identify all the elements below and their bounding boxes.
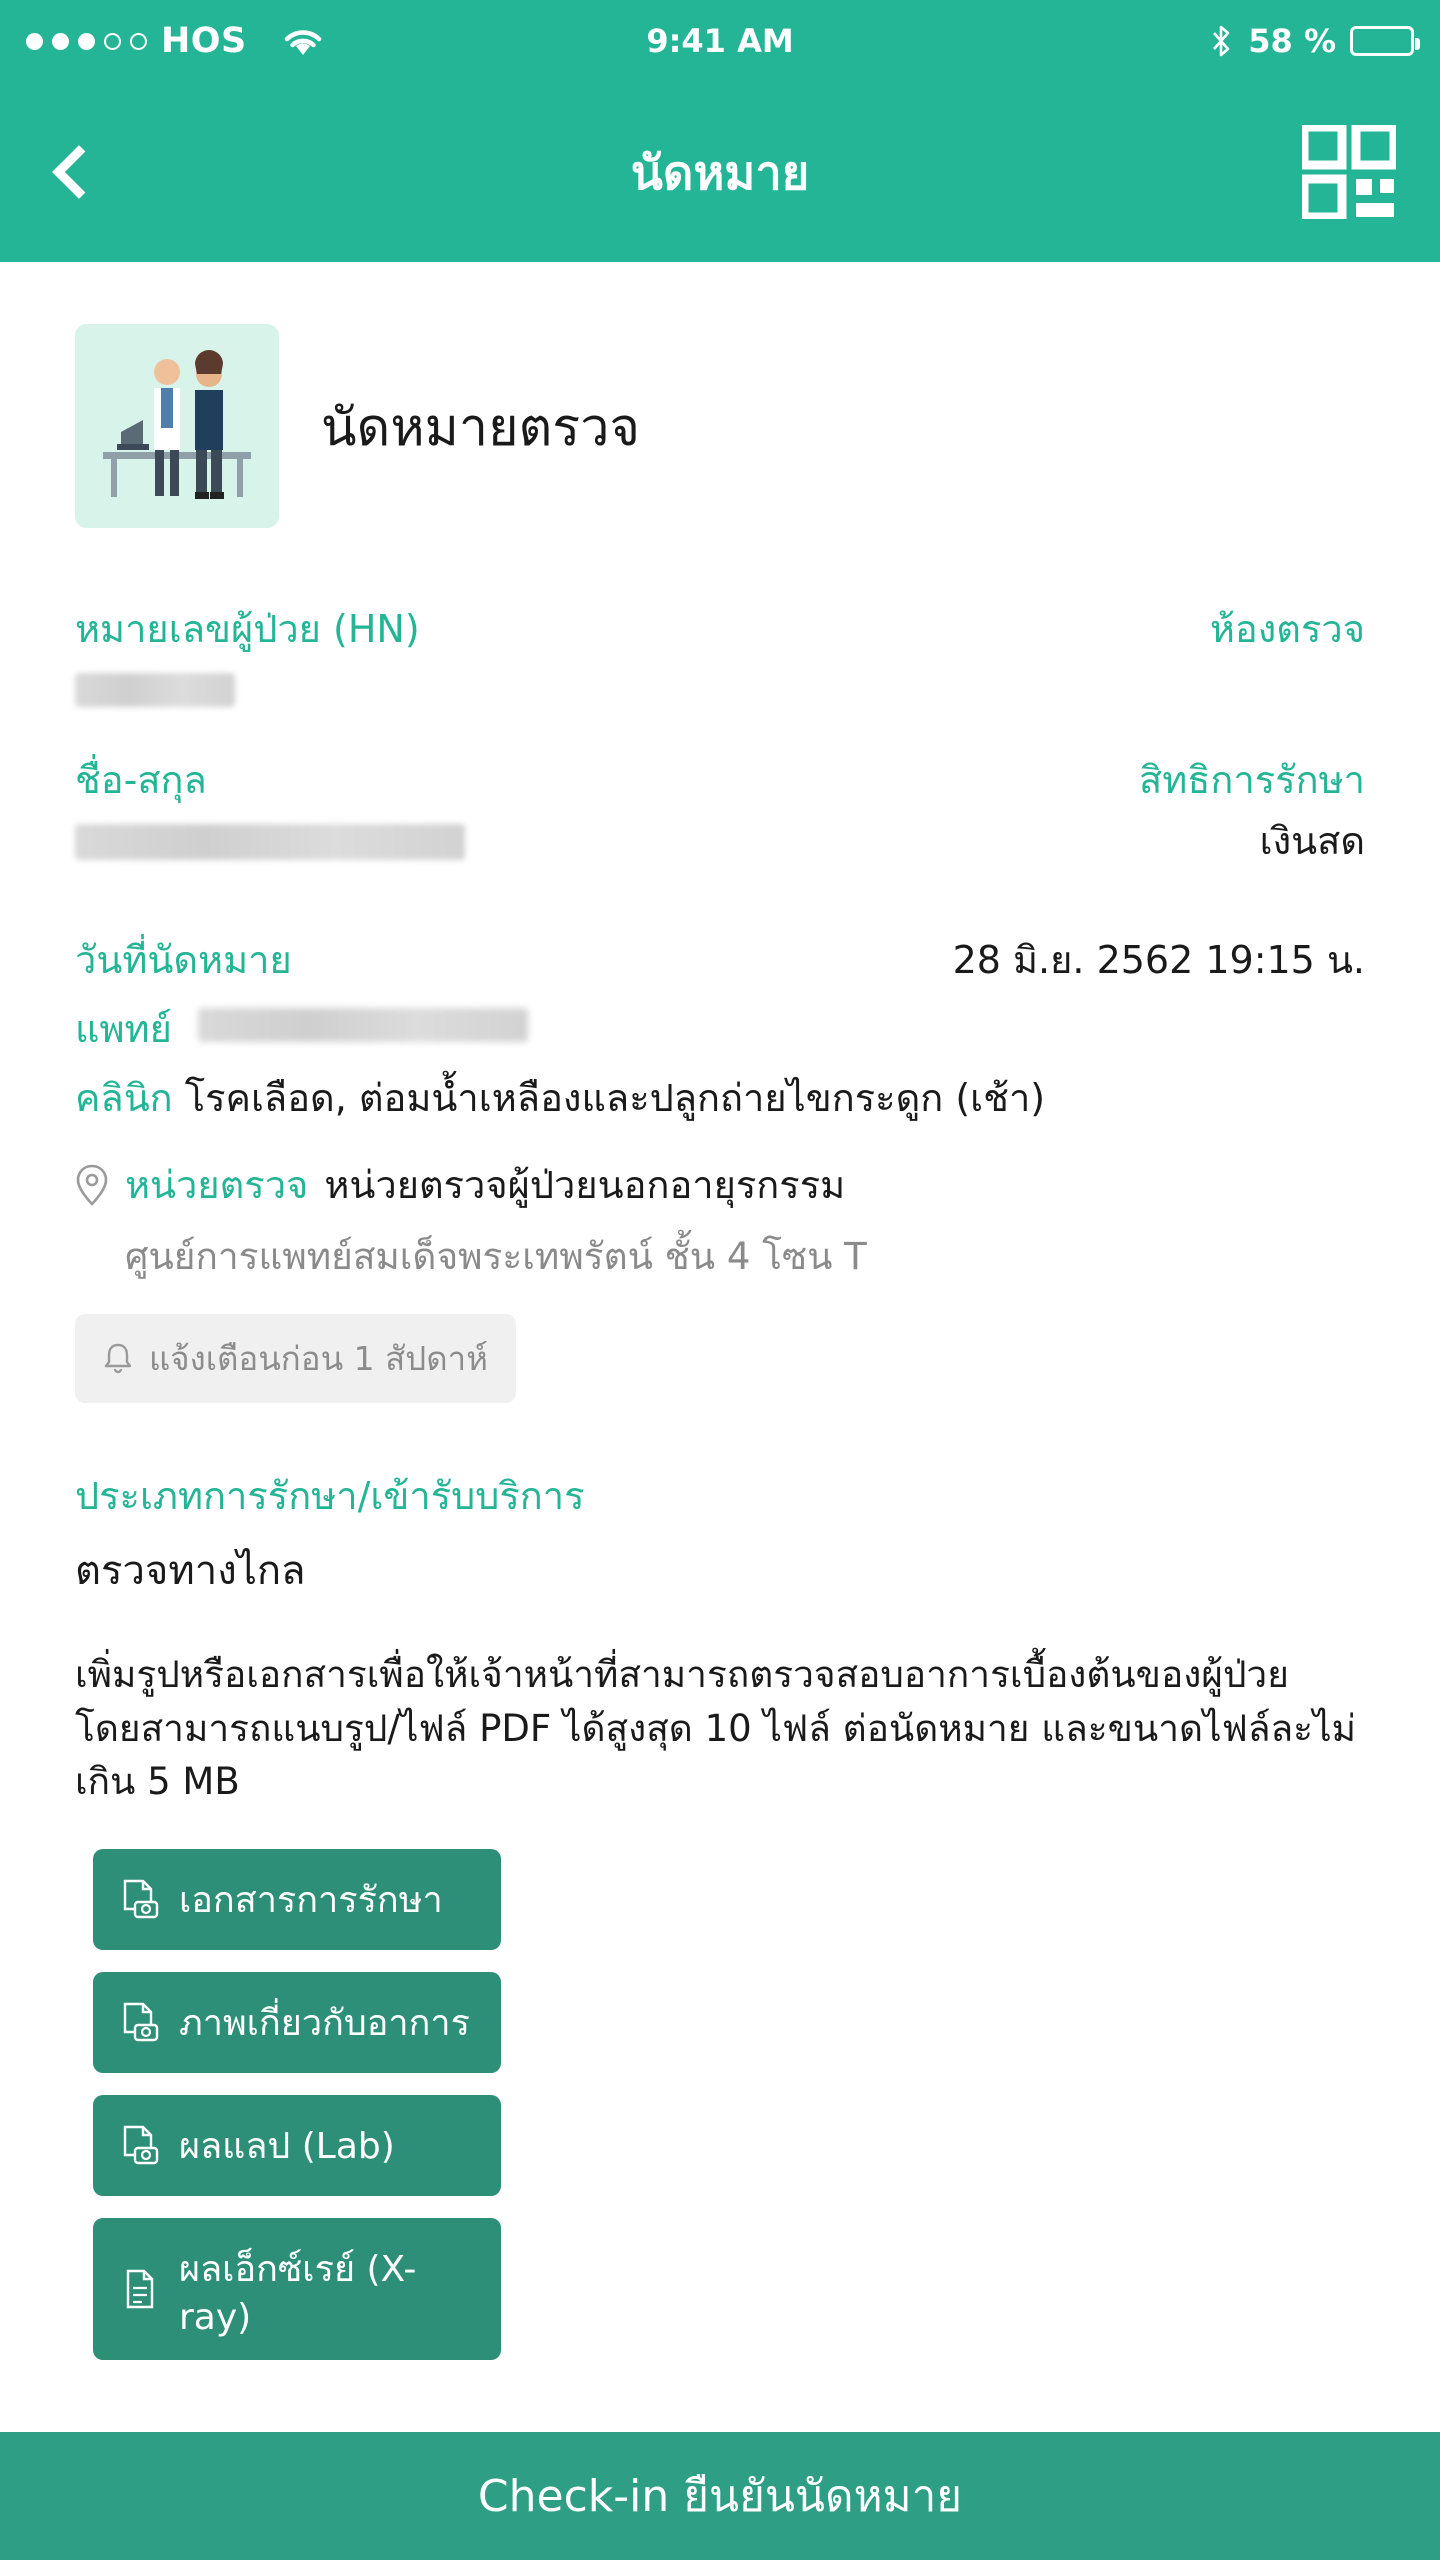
doctor-patient-illustration: [75, 324, 279, 528]
checkin-label: Check-in ยืนยันนัดหมาย: [477, 2471, 963, 2522]
hn-label: หมายเลขผู้ป่วย (HN): [75, 607, 420, 651]
name-value-redacted: [75, 824, 465, 860]
navigation-bar: [0, 82, 1440, 262]
room-label: ห้องตรวจ: [1209, 607, 1365, 651]
document-icon: [121, 2268, 159, 2310]
appointment-detail: [0, 262, 1440, 2432]
location-pin-icon: [75, 1164, 109, 1206]
qr-code-button[interactable]: [1302, 125, 1396, 219]
date-row: [75, 929, 1365, 990]
battery-icon: [1350, 26, 1414, 56]
attachment-label: ผลแลป (Lab): [179, 2125, 395, 2167]
attachment-label: ภาพเกี่ยวกับอาการ: [179, 2002, 470, 2044]
status-bar-right: [1208, 22, 1414, 60]
status-bar-left: [26, 21, 325, 61]
name-label: ชื่อ-สกุล: [75, 758, 207, 802]
clinic-label: คลินิก: [75, 1076, 173, 1120]
image-camera-icon: [121, 2001, 159, 2043]
appointment-type-title: นัดหมายตรวจ: [321, 397, 640, 458]
carrier-label: HOS: [161, 21, 247, 61]
clinic-value: โรคเลือด, ต่อมน้ำเหลืองและปลูกถ่ายไขกระดูก (เช้า): [184, 1076, 1046, 1120]
building-label: ศูนย์การแพทย์สมเด็จพระเทพรัตน์ ชั้น 4 โซน T: [125, 1235, 867, 1278]
attachment-note: เพิ่มรูปหรือเอกสารเพื่อให้เจ้าหน้าที่สามารถตรวจสอบอาการเบื้องต้นของผู้ป่วย โดยสามารถแนบรูป/ไฟล์ PDF ได้สูงสุด 10 ไฟล์ ต่อนัดหมาย และขนาดไฟล์ละไม่เกิน 5 MB: [75, 1653, 1357, 1804]
name-row: [75, 749, 1365, 871]
clinic-row: [75, 1067, 1365, 1128]
lab-camera-icon: [121, 2124, 159, 2166]
attachment-button-symptom-image[interactable]: [93, 1972, 501, 2073]
attachment-button-treatment-document[interactable]: [93, 1849, 501, 1950]
unit-value: หน่วยตรวจผู้ป่วยนอกอายุรกรรม: [324, 1163, 846, 1207]
reminder-label: แจ้งเตือนก่อน 1 สัปดาห์: [149, 1339, 488, 1378]
signal-strength-icon: [26, 33, 147, 50]
checkin-button[interactable]: [0, 2432, 1440, 2560]
attachment-buttons: [93, 1849, 1365, 2360]
name-field: [75, 749, 465, 864]
attachment-label: เอกสารการรักษา: [179, 1879, 443, 1921]
unit-label: หน่วยตรวจ: [125, 1163, 309, 1207]
bluetooth-icon: [1208, 24, 1234, 58]
page-title: นัดหมาย: [630, 145, 810, 201]
hn-value-redacted: [75, 673, 235, 707]
wifi-icon: [281, 25, 325, 57]
benefit-field: [1139, 749, 1365, 871]
benefit-label: สิทธิการรักษา: [1139, 758, 1365, 802]
room-field: [1210, 598, 1365, 659]
reminder-chip[interactable]: [75, 1314, 516, 1403]
chevron-left-icon: [52, 145, 106, 199]
appointment-header: [75, 324, 1365, 528]
doctor-value-redacted: [198, 1008, 528, 1042]
date-label: วันที่นัดหมาย: [75, 938, 292, 982]
service-type-label: ประเภทการรักษา/เข้ารับบริการ: [75, 1474, 585, 1518]
bell-icon: [103, 1342, 133, 1376]
battery-percent-label: 58 %: [1248, 22, 1336, 60]
attachment-button-xray-result[interactable]: [93, 2218, 501, 2360]
document-camera-icon: [121, 1878, 159, 1920]
qr-code-icon: [1302, 125, 1396, 219]
appointment-info: [75, 598, 1365, 2360]
doctor-row: [75, 998, 1365, 1059]
date-value: 28 มิ.ย. 2562 19:15 น.: [952, 938, 1365, 982]
status-bar: [0, 0, 1440, 82]
benefit-value: เงินสด: [1259, 819, 1365, 863]
doctor-label: แพทย์: [75, 1007, 172, 1051]
hn-field: [75, 598, 420, 711]
service-type-value: ตรวจทางไกล: [75, 1548, 306, 1594]
clock-label: 9:41 AM: [646, 22, 794, 60]
attachment-button-lab-result[interactable]: [93, 2095, 501, 2196]
attachment-label: ผลเอ็กซ์เรย์ (X-ray): [179, 2248, 417, 2338]
back-button[interactable]: [18, 117, 128, 227]
hn-row: [75, 598, 1365, 711]
unit-row: [75, 1154, 1365, 1215]
